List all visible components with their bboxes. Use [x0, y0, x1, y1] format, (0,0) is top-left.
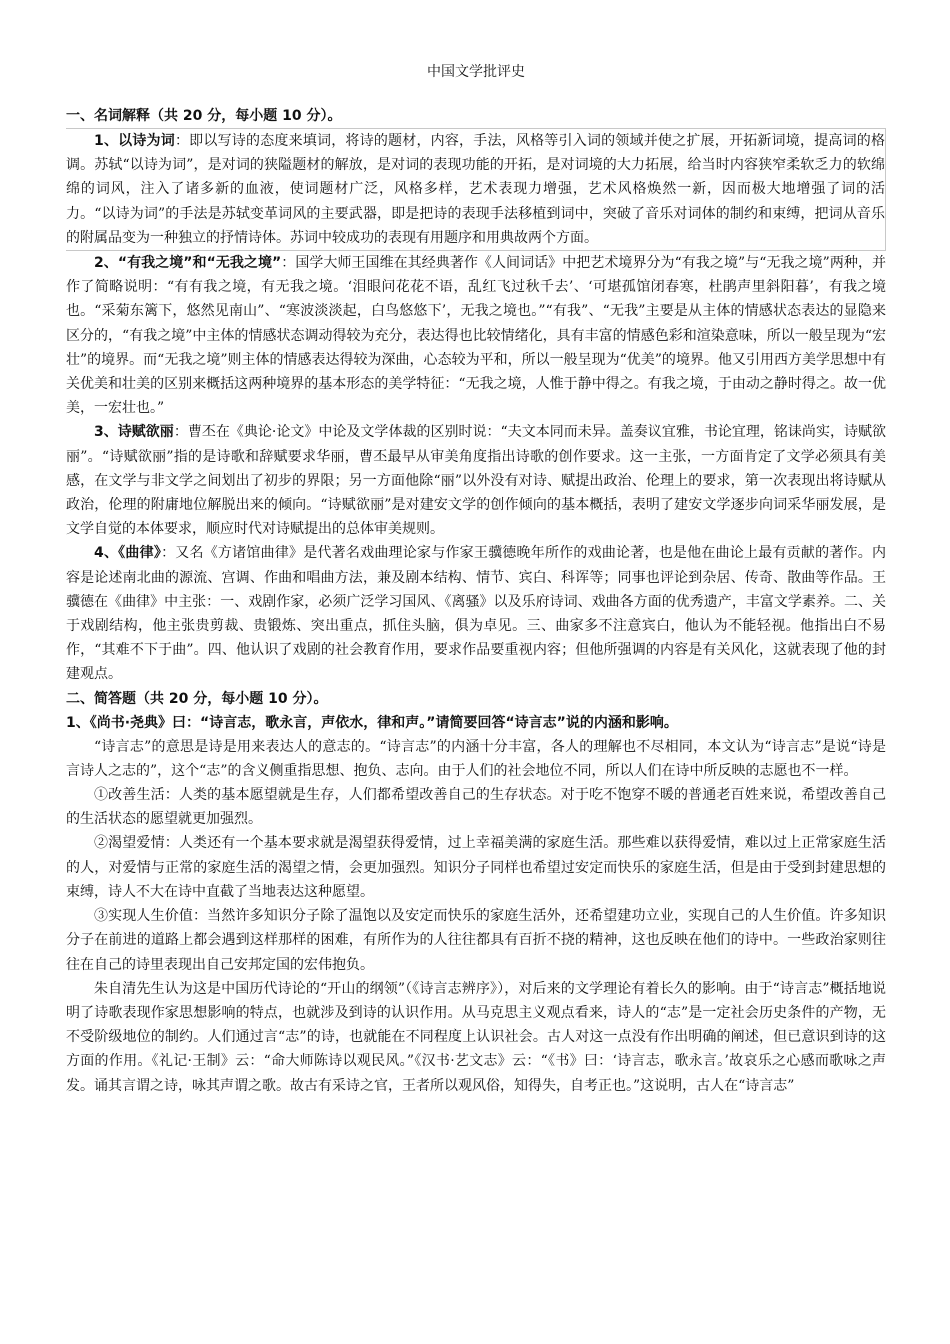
definition-item-1 [66, 129, 885, 250]
definition-body-1: ：即以写诗的态度来填词，将诗的题材，内容，手法，风格等引入词的领域并使之扩展，开拓新词境，提高词的格调。苏轼“以诗为词”，是对词的狭隘题材的解放，是对词的表现功能的开拓，是对词境的大力拓展，给当时内容狭窄柔软乏力的软绵绵的词风，注入了诸多新的血液，使词题材广泛，风格多样，艺术表现力增强，艺术风格焕然一新，因而极大地增强了词的活力。“以诗为词”的手法是苏轼变革词风的主要武器，即是把诗的表现手法移植到词中，突破了音乐对词体的制约和束缚，把词从音乐的附属品变为一种独立的抒情诗体。苏词中较成功的表现有用题序和用典故两个方面。 [66, 133, 885, 246]
answer-paragraph-2: ①改善生活：人类的基本愿望就是生存，人们都希望改善自己的生存状态。对于吃不饱穿不暖的普通老百姓来说，希望改善自己的生活状态的愿望就更加强烈。 [66, 787, 886, 828]
section-heading-short-answer: 二、简答题（共 20 分，每小题 10 分）。 [66, 690, 328, 707]
definition-term-2: 2、“有我之境”和“无我之境” [94, 255, 282, 272]
definition-item-3 [66, 420, 886, 541]
definition-item-4 [66, 541, 886, 686]
section-heading-definitions: 一、名词解释（共 20 分，每小题 10 分）。 [66, 108, 342, 124]
answer-paragraph-3: ②渴望爱情：人类还有一个基本要求就是渴望获得爱情，过上幸福美满的家庭生活。那些难以获得爱情，难以过上正常家庭生活的人，对爱情与正常的家庭生活的渴望之情，会更加强烈。知识分子同样也希望过安定而快乐的家庭生活，但是由于受到封建思想的束缚，诗人不大在诗中直截了当地表达这种愿望。 [66, 835, 886, 900]
answer-paragraph-5: 朱自清先生认为这是中国历代诗论的“开山的纲领”（《诗言志辨序》），对后来的文学理论有着长久的影响。由于“诗言志”概括地说明了诗歌表现作家思想影响的特点，也就涉及到诗的认识作用。从马克思主义观点看来，诗人的“志”是一定社会历史条件的产物，无不受阶级地位的制约。人们通过言“志”的诗，也就能在不同程度上认识社会。古人对这一点没有作出明确的阐述，但已意识到诗的这方面的作用。《礼记·王制》云：“命大师陈诗以观民风。”《汉书·艺文志》云：“《书》曰：‘诗言志，歌永言。’故哀乐之心感而歌咏之声发。诵其言谓之诗，咏其声谓之歌。故古有采诗之官，王者所以观风俗，知得失，自考正也。”这说明，古人在“诗言志” [66, 980, 886, 1094]
answer-paragraph-4: ③实现人生价值：当然许多知识分子除了温饱以及安定而快乐的家庭生活外，还希望建功立业，实现自己的人生价值。许多知识分子在前进的道路上都会遇到这样那样的困难，有所作为的人往往都具有百折不挠的精神，这也反映在他们的诗中。一些政治家则往往在自己的诗里表现出自己安邦定国的宏伟抱负。 [66, 908, 886, 973]
definition-term-4: 4、《曲律》 [94, 545, 162, 562]
definition-term-1: 1、以诗为词 [94, 133, 175, 149]
definition-item-2 [66, 251, 886, 420]
page-title: 中国文学批评史 [427, 64, 525, 80]
definition-body-3: ：曹丕在《典论·论文》中论及文学体裁的区别时说：“夫文本同而未异。盖奏议宜雅，书论宜理，铭诔尚实，诗赋欲丽”。“诗赋欲丽”指的是诗歌和辞赋要求华丽，曹丕最早从审美角度指出诗歌的创作要求。这一主张，一方面肯定了文学必须具有美感，在文学与非文学之间划出了初步的界限；另一方面他除“丽”以外没有对诗、赋提出政治、伦理上的要求，第一次表现出将诗赋从政治，伦理的附庸地位解脱出来的倾向。“诗赋欲丽”是对建安文学的创作倾向的基本概括，表明了建安文学逐步向词采华丽发展，是文学自觉的本体要求，顺应时代对诗赋提出的总体审美规则。 [66, 424, 886, 538]
document-page [66, 52, 886, 1098]
definition-body-2: ：国学大师王国维在其经典著作《人间词话》中把艺术境界分为“有我之境”与“无我之境”两种，并作了简略说明：“有有我之境，有无我之境。‘泪眼问花花不语，乱红飞过秋千去’、‘可堪孤馆闭春寒，杜鹃声里斜阳暮’，有我之境也。“采菊东篱下，悠然见南山”、“寒波淡淡起，白鸟悠悠下’，无我之境也。”“有我”、“无我”主要是从主体的情感状态表达的显隐来区分的，“有我之境”中主体的情感状态调动得较为充分，表达得也比较情绪化，具有丰富的情感色彩和渲染意味，所以一般呈现为“宏壮”的境界。而“无我之境”则主体的情感表达得较为深曲，心态较为平和，所以一般呈现为“优美”的境界。他又引用西方美学思想中有关优美和壮美的区别来概括这两种境界的基本形态的美学特征：“无我之境，人惟于静中得之。有我之境，于由动之静时得之。故一优美，一宏壮也。” [66, 255, 886, 417]
definition-body-4: ：又名《方诸馆曲律》是代著名戏曲理论家与作家王骥德晚年所作的戏曲论著，也是他在曲论上最有贡献的著作。内容是论述南北曲的源流、宫调、作曲和唱曲方法，兼及剧本结构、情节、宾白、科诨等；同事也评论到杂居、传奇、散曲等作品。王骥德在《曲律》中主张：一、戏剧作家，必须广泛学习国风、《离骚》以及乐府诗词、戏曲各方面的优秀遗产，丰富文学素养。二、关于戏剧结构，他主张贵剪裁、贵锻炼、突出重点，抓住头脑，俱为卓见。三、曲家多不注意宾白，他认为不能轻视。他指出白不易作，“其难不下于曲”。四、他认识了戏剧的社会教育作用，要求作品要重视内容；但他所强调的内容是有关风化，这就表现了他的封建观点。 [66, 545, 886, 683]
answer-paragraph-1: “诗言志”的意思是诗是用来表达人的意志的。“诗言志”的内涵十分丰富，各人的理解也不尽相同，本文认为“诗言志”是说“诗是言诗人之志的”，这个“志”的含义侧重指思想、抱负、志向。由于人们的社会地位不同，所以人们在诗中所反映的志愿也不一样。 [66, 738, 886, 779]
definition-item-1-box [66, 128, 886, 251]
definition-term-3: 3、诗赋欲丽 [94, 424, 174, 441]
short-answer-question-1: 1、《尚书·尧典》曰：“诗言志，歌永言，声依水，律和声。”请简要回答“诗言志”说的内涵和影响。 [66, 714, 678, 731]
